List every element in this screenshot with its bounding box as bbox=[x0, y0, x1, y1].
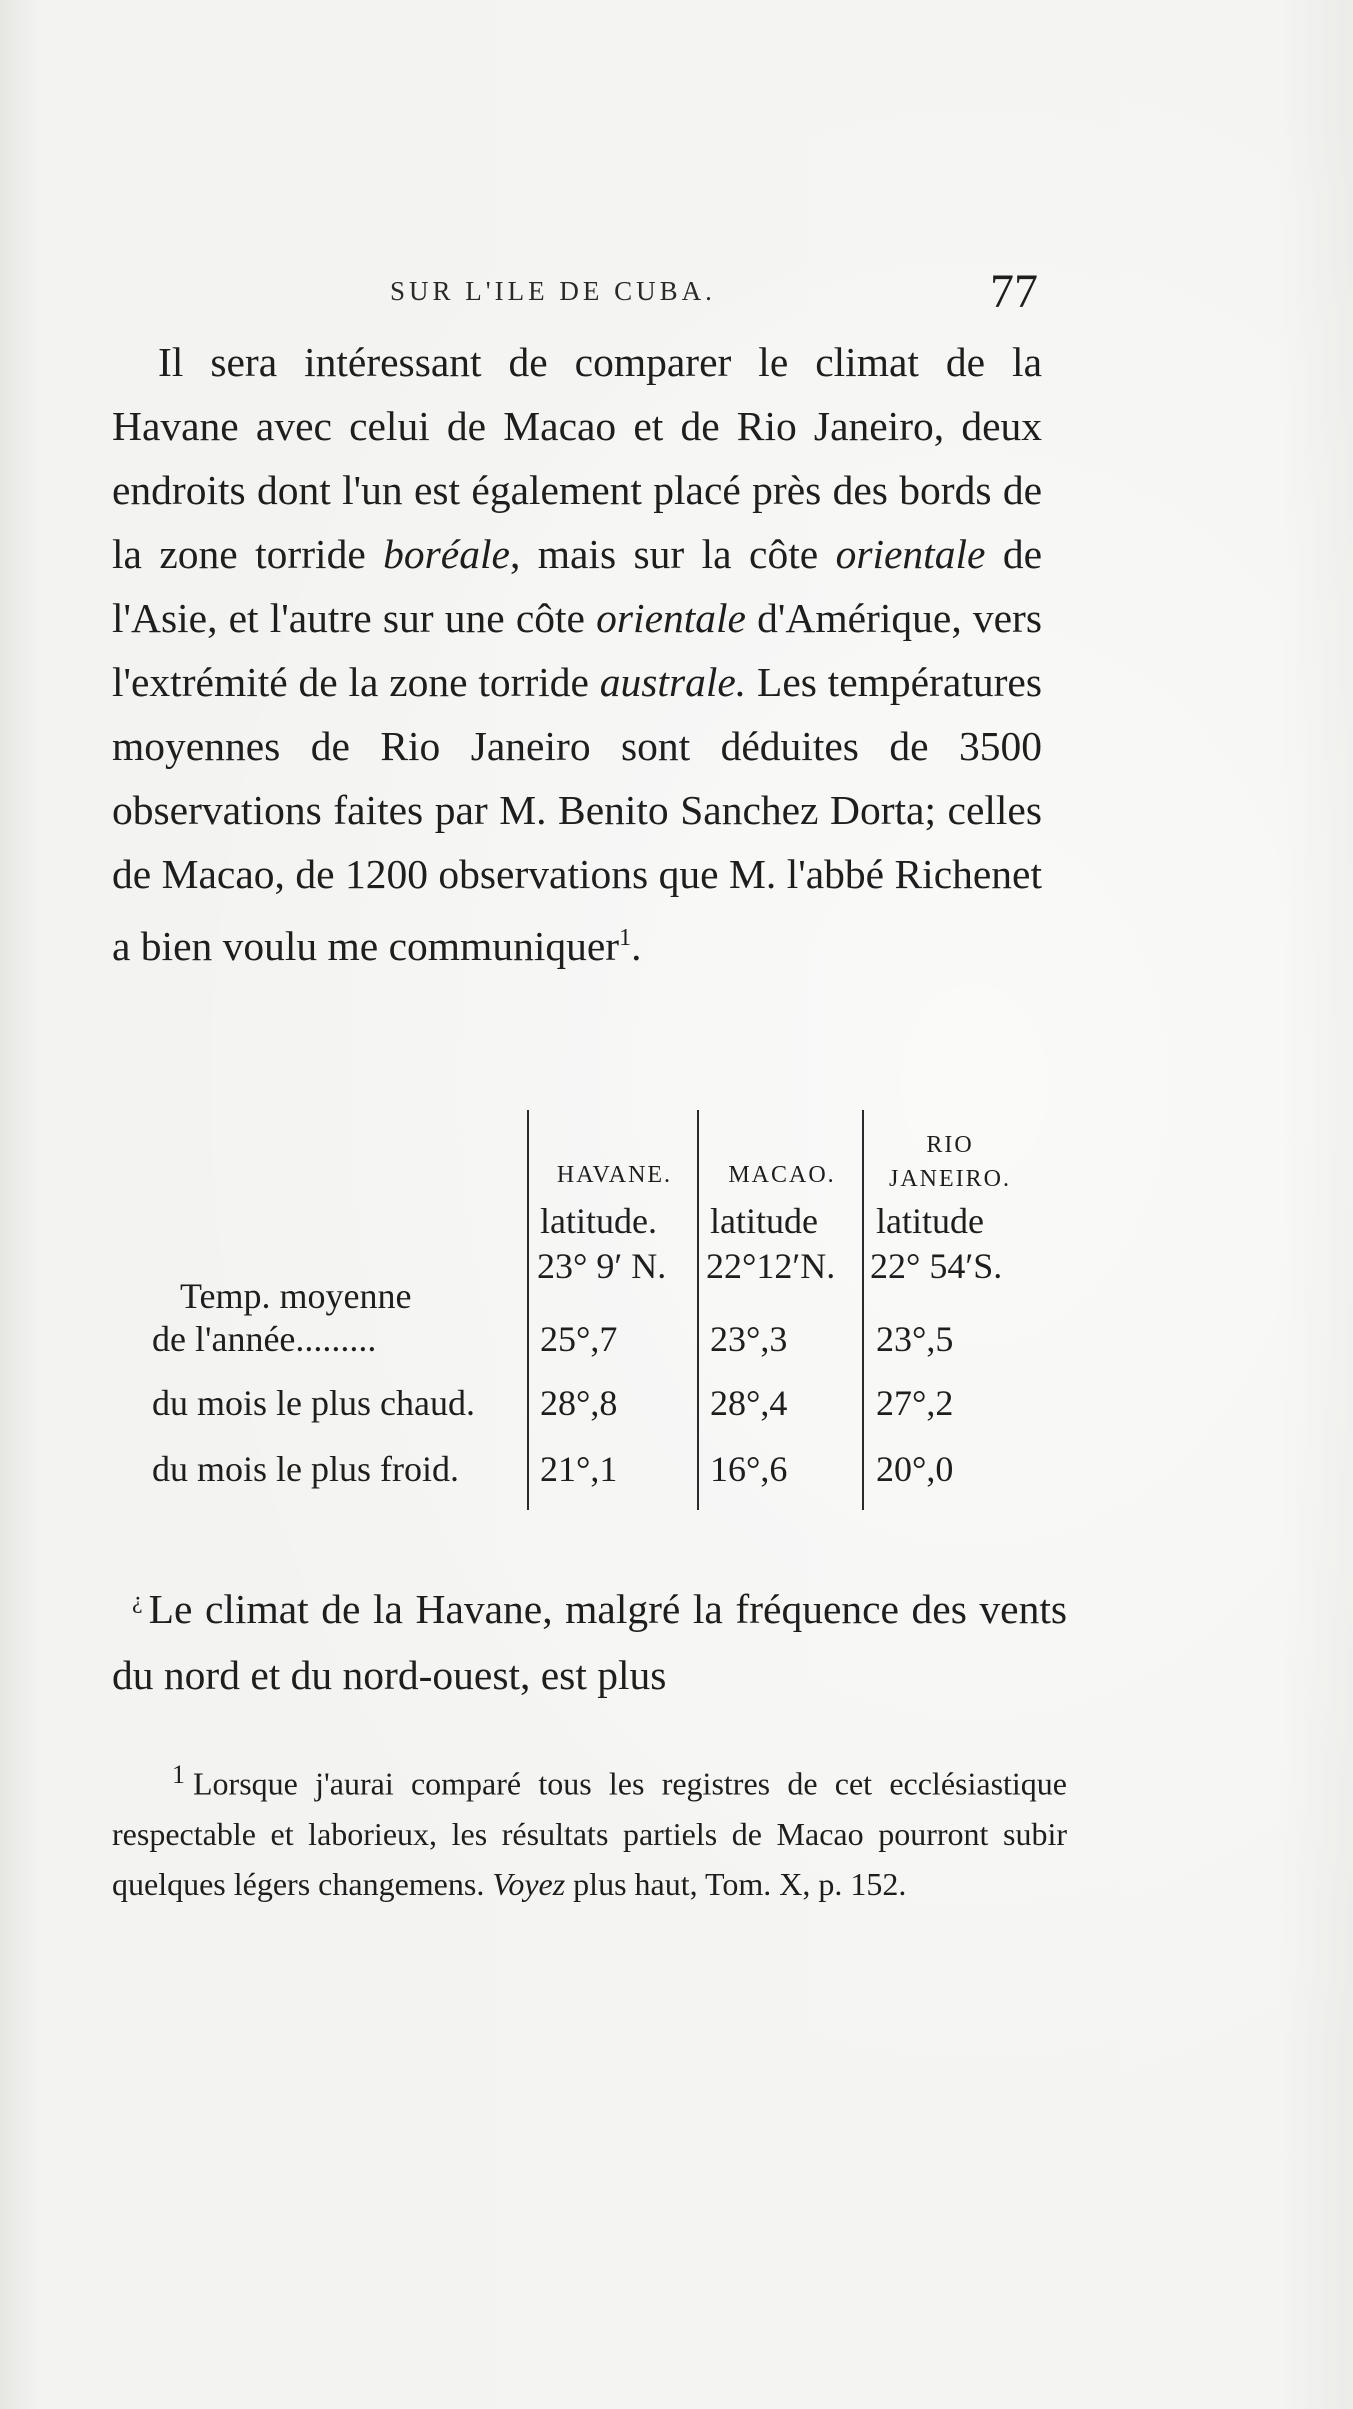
italic-run: australe. bbox=[599, 659, 747, 705]
table-divider bbox=[697, 1110, 699, 1510]
latitude-value: 22°12′N. bbox=[706, 1246, 836, 1286]
italic-run: Voyez bbox=[492, 1865, 566, 1902]
running-head: SUR L'ILE DE CUBA. bbox=[390, 276, 716, 306]
table-cell: 21°,1 bbox=[540, 1449, 618, 1489]
text-run: , mais sur la côte bbox=[509, 531, 836, 577]
paragraph-1 bbox=[112, 330, 1042, 978]
temperature-table bbox=[112, 1110, 1062, 1510]
latitude-label: latitude. bbox=[540, 1201, 657, 1241]
latitude-value: 22° 54′S. bbox=[870, 1246, 1003, 1286]
italic-run: orientale bbox=[596, 595, 746, 641]
footnote-reference: 1 bbox=[619, 925, 632, 951]
column-header-rio-janeiro: RIO JANEIRO. bbox=[889, 1132, 1011, 1192]
table-cell: 28°,8 bbox=[540, 1383, 618, 1423]
table-cell: 20°,0 bbox=[876, 1449, 954, 1489]
text-run: Le climat de la Havane, malgré la fréquence des vents du nord et du nord-ouest, est plus bbox=[112, 1585, 1067, 1698]
table-cell: 28°,4 bbox=[710, 1383, 788, 1423]
table-cell: 25°,7 bbox=[540, 1319, 618, 1359]
text-run: de l'Asie, et l'autre sur une côte bbox=[112, 531, 1042, 641]
page-number: 77 bbox=[990, 265, 1038, 318]
table-divider bbox=[527, 1110, 529, 1510]
column-header-macao: MACAO. bbox=[728, 1162, 836, 1188]
row-label-coldest: du mois le plus froid. bbox=[152, 1449, 459, 1489]
footnote-number: 1 bbox=[172, 1760, 185, 1789]
text-run: Les températures moyennes de Rio Janeiro sont déduites de 3500 observations faites par M. Benito Sanchez Dorta; celles de Macao, de 1200 observations que M. l'abbé Richenet a bien voulu me communiquer bbox=[112, 659, 1042, 969]
text-run: Il sera intéressant de comparer le climat de la Havane avec celui de Macao et de Rio Janeiro, deux endroits dont l'un est également placé près des bords de la zone torride bbox=[112, 339, 1042, 577]
table-cell: 23°,5 bbox=[876, 1319, 954, 1359]
footnote bbox=[112, 1750, 1067, 1909]
second-paragraph bbox=[112, 1568, 1067, 1708]
column-header-havane: HAVANE. bbox=[556, 1162, 673, 1188]
latitude-label: latitude bbox=[876, 1201, 984, 1241]
row-label-annual: de l'année......... bbox=[152, 1319, 377, 1359]
italic-run: boréale bbox=[383, 531, 510, 577]
row-label-hottest: du mois le plus chaud. bbox=[152, 1383, 475, 1423]
row-label-line1: Temp. moyenne bbox=[180, 1276, 412, 1316]
footnote-text bbox=[112, 1750, 1067, 1909]
table-cell: 16°,6 bbox=[710, 1449, 788, 1489]
text-run: d'Amérique, vers l'extrémité de la zone torride bbox=[112, 595, 1043, 705]
italic-run: orientale bbox=[835, 531, 986, 577]
text-run: plus haut, Tom. X, p. 152. bbox=[565, 1865, 907, 1902]
table-cell: 23°,3 bbox=[710, 1319, 788, 1359]
text-run: Lorsque j'aurai comparé tous les registres de cet ecclésiastique respectable et laborieux, les résultats partiels de Macao pourront subir quelques légers changemens. bbox=[112, 1765, 1067, 1902]
latitude-value: 23° 9′ N. bbox=[537, 1246, 667, 1286]
table-divider bbox=[862, 1110, 864, 1510]
page-header bbox=[110, 262, 1050, 322]
table-cell: 27°,2 bbox=[876, 1383, 954, 1423]
main-paragraph bbox=[112, 330, 1042, 978]
text-run: . bbox=[631, 922, 642, 969]
paragraph-mark: ¿ bbox=[132, 1588, 143, 1614]
latitude-label: latitude bbox=[710, 1201, 818, 1241]
paragraph-2 bbox=[112, 1568, 1067, 1708]
